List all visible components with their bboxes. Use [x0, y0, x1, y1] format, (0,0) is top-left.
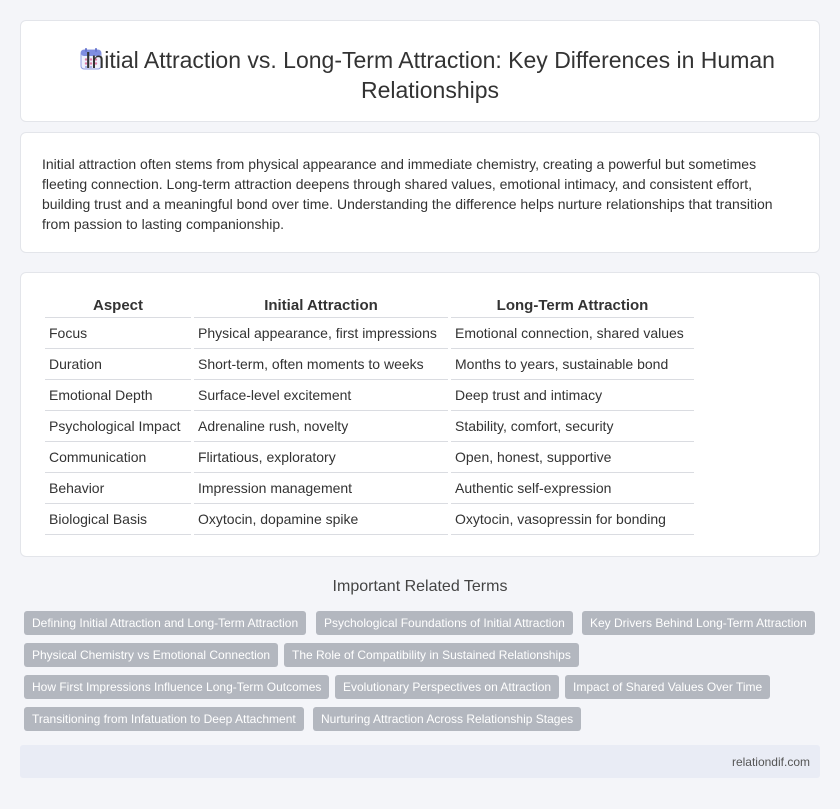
- page-title: Initial Attraction vs. Long-Term Attraction: Key Differences in Human Relationships: [85, 47, 775, 103]
- cell-long-term: Deep trust and intimacy: [451, 380, 694, 411]
- cell-long-term: Emotional connection, shared values: [451, 318, 694, 349]
- cell-aspect: Duration: [45, 349, 191, 380]
- cell-initial: Surface-level excitement: [194, 380, 448, 411]
- cell-initial: Adrenaline rush, novelty: [194, 411, 448, 442]
- cell-initial: Oxytocin, dopamine spike: [194, 504, 448, 535]
- related-term-tag[interactable]: Evolutionary Perspectives on Attraction: [335, 675, 559, 699]
- cell-aspect: Biological Basis: [45, 504, 191, 535]
- cell-long-term: Open, honest, supportive: [451, 442, 694, 473]
- header-aspect: Aspect: [45, 294, 191, 318]
- intro-paragraph: Initial attraction often stems from physical appearance and immediate chemistry, creating a powerful but sometimes fleeting connection. Long-term attraction deepens through shared values, emotional intimacy, and consistent effort, building trust and a meaningful bond over time. Understanding the difference helps nurture relationships that transition from passion to lasting companionship.: [42, 156, 773, 232]
- comparison-table: [42, 294, 697, 535]
- table-row: [45, 442, 694, 473]
- cell-aspect: Communication: [45, 442, 191, 473]
- related-term-tag[interactable]: Nurturing Attraction Across Relationship Stages: [313, 707, 581, 731]
- cell-initial: Short-term, often moments to weeks: [194, 349, 448, 380]
- comparison-card: [20, 272, 820, 557]
- cell-long-term: Stability, comfort, security: [451, 411, 694, 442]
- header-long-term: Long-Term Attraction: [451, 294, 694, 318]
- related-term-tag[interactable]: Psychological Foundations of Initial Attraction: [316, 611, 573, 635]
- related-term-tag[interactable]: How First Impressions Influence Long-Term Outcomes: [24, 675, 329, 699]
- footer: [20, 745, 820, 778]
- cell-aspect: Emotional Depth: [45, 380, 191, 411]
- table-row: [45, 349, 694, 380]
- related-term-tag[interactable]: The Role of Compatibility in Sustained Relationships: [284, 643, 579, 667]
- cell-initial: Physical appearance, first impressions: [194, 318, 448, 349]
- intro-card: [20, 132, 820, 253]
- table-row: [45, 473, 694, 504]
- table-row: [45, 380, 694, 411]
- cell-long-term: Months to years, sustainable bond: [451, 349, 694, 380]
- header-card: [20, 20, 820, 122]
- table-row: [45, 318, 694, 349]
- footer-site: relationdif.com: [731, 755, 810, 769]
- cell-initial: Impression management: [194, 473, 448, 504]
- cell-long-term: Authentic self-expression: [451, 473, 694, 504]
- cell-long-term: Oxytocin, vasopressin for bonding: [451, 504, 694, 535]
- table-row: [45, 504, 694, 535]
- cell-initial: Flirtatious, exploratory: [194, 442, 448, 473]
- table-row: [45, 411, 694, 442]
- header-initial: Initial Attraction: [194, 294, 448, 318]
- related-terms-heading: Important Related Terms: [332, 578, 508, 595]
- related-term-tag[interactable]: Impact of Shared Values Over Time: [565, 675, 770, 699]
- cell-aspect: Focus: [45, 318, 191, 349]
- cell-aspect: Behavior: [45, 473, 191, 504]
- cell-aspect: Psychological Impact: [45, 411, 191, 442]
- related-term-tag[interactable]: Transitioning from Infatuation to Deep Attachment: [24, 707, 304, 731]
- related-term-tag[interactable]: Physical Chemistry vs Emotional Connection: [24, 643, 278, 667]
- table-header-row: [45, 294, 694, 318]
- related-term-tag[interactable]: Key Drivers Behind Long-Term Attraction: [582, 611, 815, 635]
- related-term-tag[interactable]: Defining Initial Attraction and Long-Term Attraction: [24, 611, 306, 635]
